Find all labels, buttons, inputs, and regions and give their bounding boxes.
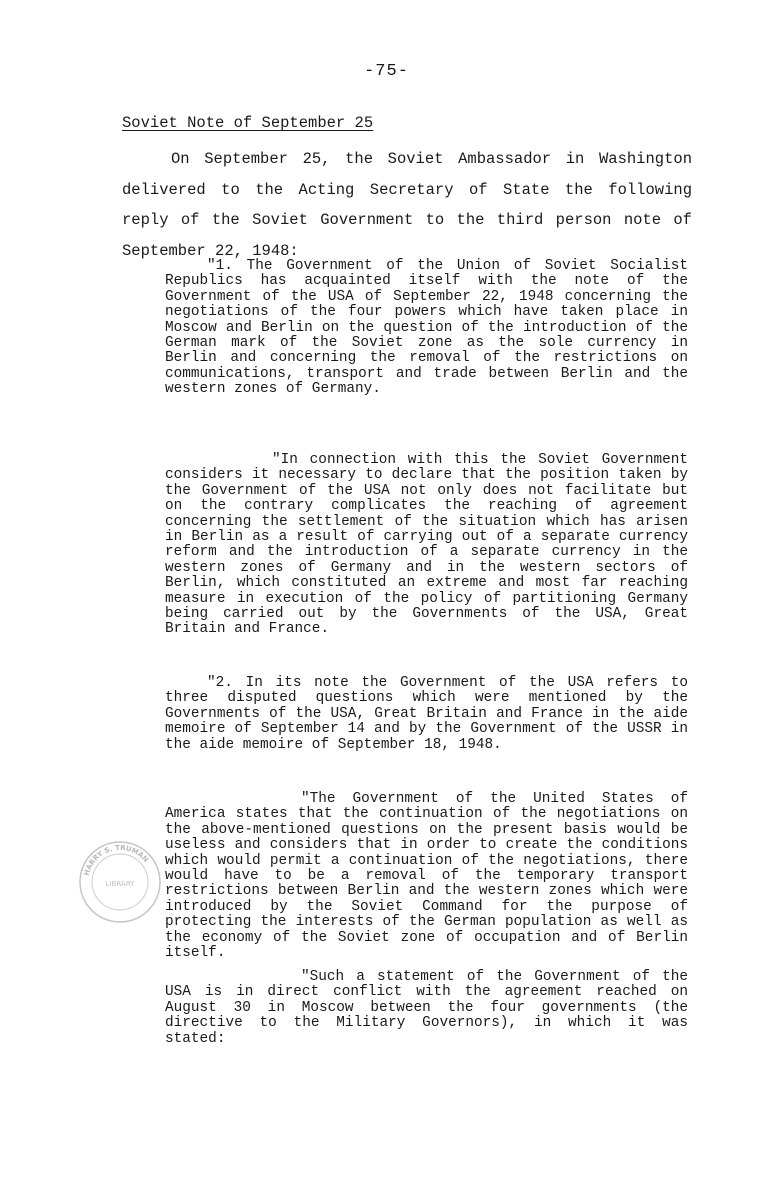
svg-text:HARRY S. TRUMAN: HARRY S. TRUMAN — [82, 843, 150, 877]
page-number: -75- — [364, 62, 409, 81]
quoted-paragraph-4: "The Government of the United States of America states that the continuation of the negotiations on the above-mentioned questions on the present basis would be useless and considers that in order to create the conditions which would permit a continuation of the negotiations, there would have to be a removal of the temporary transport restrictions between Berlin and the western zones which were introduced by the Soviet Command for the purpose of protecting the interests of the German population as well as the economy of the Soviet zone of occupation and of Berlin itself. — [165, 791, 688, 962]
intro-paragraph: On September 25, the Soviet Ambassador in Washington delivered to the Acting Secretary of State the following reply of the Soviet Government to the third person note of September 22, 1948: — [122, 150, 692, 260]
quoted-paragraph-3: "2. In its note the Government of the USA refers to three disputed questions which were mentioned by the Governments of the USA, Great Britain and France in the aide memoire of September 14 and by the Government of the USSR in the aide memoire of September 18, 1948. — [165, 675, 688, 753]
quoted-paragraph-5: "Such a statement of the Government of the USA is in direct conflict with the agreement reached on August 30 in Moscow between the four governments (the directive to the Military Governors), in which it was stated: — [165, 969, 688, 1047]
section-heading: Soviet Note of September 25 — [122, 114, 374, 132]
quoted-paragraph-2: "In connection with this the Soviet Government considers it necessary to declare that the position taken by the Government of the USA not only does not facilitate but on the contrary complicates the reaching of agreement concerning the settlement of the situation which has arisen in Berlin as a result of carrying out of a separate currency reform and the introduction of a separate currency in the western zones of Germany and in the western sectors of Berlin, which constituted an extreme and most far reaching measure in execution of the policy of partitioning Germany being carried out by the Governments of the USA, Great Britain and France. — [165, 452, 688, 638]
quoted-paragraph-1: "1. The Government of the Union of Soviet Socialist Republics has acquainted itself with the note of the Government of the USA of September 22, 1948 concerning the negotiations of the four powers which have taken place in Moscow and Berlin on the question of the introduction of the German mark of the Soviet zone as the sole currency in Berlin and concerning the removal of the restrictions on communications, transport and trade between Berlin and the western zones of Germany. — [165, 258, 688, 398]
library-stamp-seal — [76, 838, 164, 926]
svg-text:LIBRARY: LIBRARY — [105, 880, 135, 888]
